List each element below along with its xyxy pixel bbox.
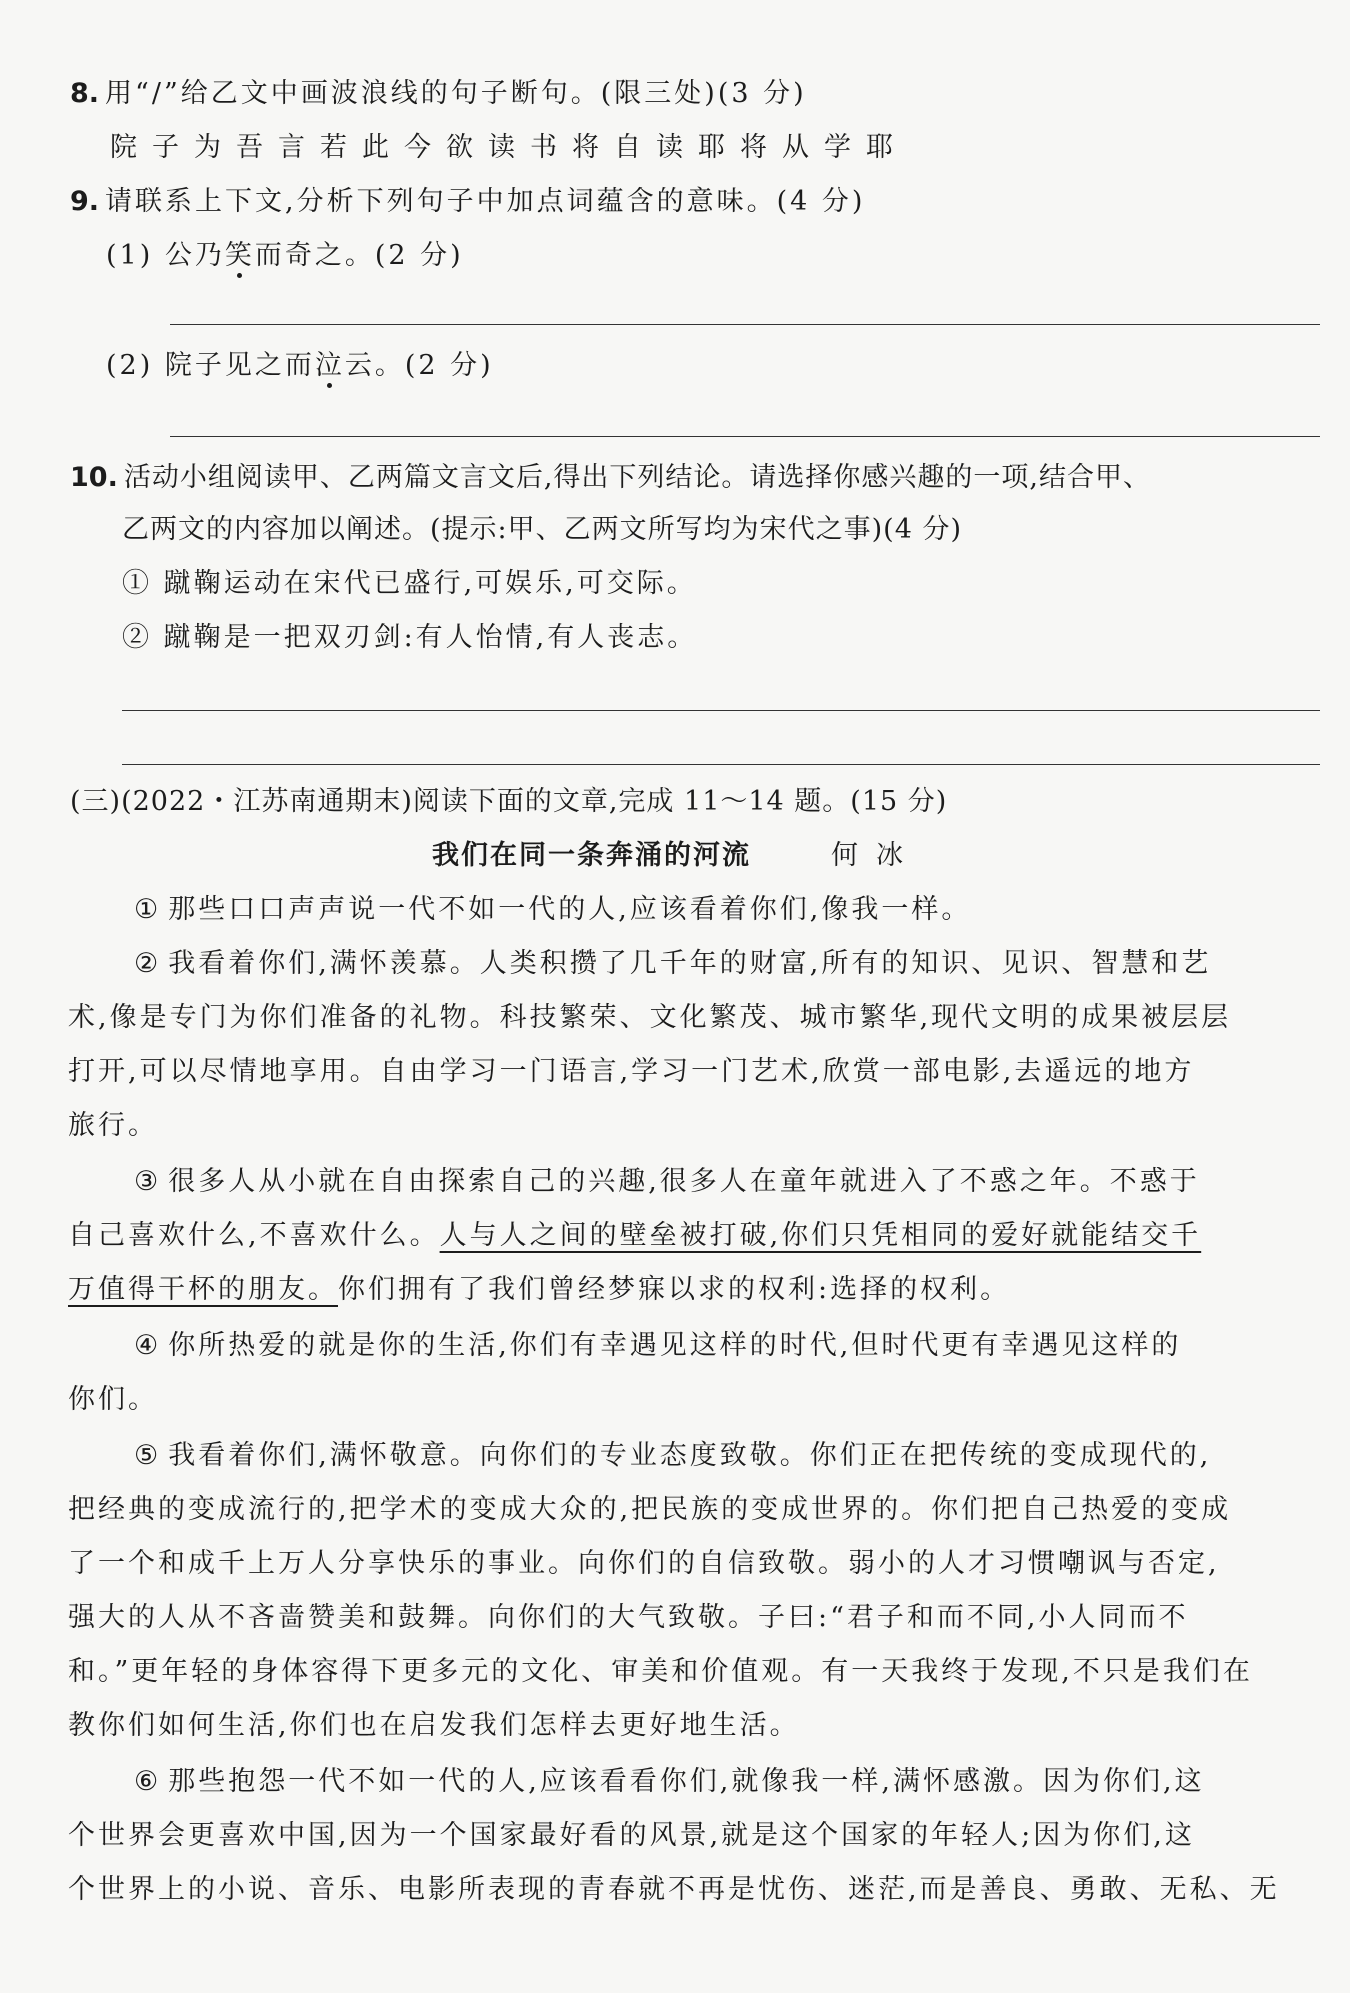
article-title: 我们在同一条奔涌的河流 bbox=[432, 840, 751, 871]
q8-stem: 8. 用“/”给乙文中画波浪线的句子断句。(限三处)(3 分) bbox=[70, 78, 807, 109]
paragraph-marker: ③ bbox=[134, 1166, 159, 1197]
paragraph-5-line: ⑤ 我看着你们,满怀敬意。向你们的专业态度致敬。你们正在把传统的变成现代的, bbox=[134, 1440, 1212, 1471]
underlined-sentence: 人与人之间的壁垒被打破,你们只凭相同的爱好就能结交千 bbox=[439, 1220, 1202, 1251]
paragraph-6-line: ⑥ 那些抱怨一代不如一代的人,应该看看你们,就像我一样,满怀感激。因为你们,这 bbox=[134, 1766, 1205, 1797]
q9-stem: 9. 请联系上下文,分析下列句子中加点词蕴含的意味。(4 分) bbox=[70, 186, 866, 217]
answer-line bbox=[170, 436, 1320, 437]
q10-stem-line2: 乙两文的内容加以阐述。(提示:甲、乙两文所写均为宋代之事)(4 分) bbox=[122, 514, 962, 545]
answer-line bbox=[122, 710, 1320, 711]
paragraph-5-line: 了一个和成千上万人分享快乐的事业。向你们的自信致敬。弱小的人才习惯嘲讽与否定, bbox=[68, 1548, 1220, 1579]
paragraph-marker: ⑤ bbox=[134, 1440, 159, 1471]
paragraph-4-line: ④ 你所热爱的就是你的生活,你们有幸遇见这样的时代,但时代更有幸遇见这样的 bbox=[134, 1330, 1182, 1361]
paragraph-5-line: 强大的人从不吝啬赞美和鼓舞。向你们的大气致敬。子曰:“君子和而不同,小人同而不 bbox=[68, 1602, 1189, 1633]
q10-number: 10. bbox=[70, 462, 118, 493]
paragraph-6-line: 个世界会更喜欢中国,因为一个国家最好看的风景,就是这个国家的年轻人;因为你们,这 bbox=[68, 1820, 1195, 1851]
paragraph-6-line: 个世界上的小说、音乐、电影所表现的青春就不再是忧伤、迷茫,而是善良、勇敢、无私、无 bbox=[68, 1874, 1280, 1905]
paragraph-3-line: 自己喜欢什么,不喜欢什么。人与人之间的壁垒被打破,你们只凭相同的爱好就能结交千 bbox=[68, 1220, 1202, 1251]
paragraph-marker: ⑥ bbox=[134, 1766, 159, 1797]
paragraph-2-line: 旅行。 bbox=[68, 1110, 158, 1141]
q9-number: 9. bbox=[70, 186, 100, 217]
paragraph-marker: ④ bbox=[134, 1330, 159, 1361]
paragraph-5-line: 教你们如何生活,你们也在启发我们怎样去更好地生活。 bbox=[68, 1710, 800, 1741]
underlined-sentence: 万值得干杯的朋友。 bbox=[68, 1274, 338, 1305]
section-header: (三)(2022・江苏南通期末)阅读下面的文章,完成 11～14 题。(15 分) bbox=[70, 786, 948, 817]
answer-line bbox=[122, 764, 1320, 765]
answer-line bbox=[170, 324, 1320, 325]
q10-option-1: ① 蹴鞠运动在宋代已盛行,可娱乐,可交际。 bbox=[122, 568, 697, 599]
dotted-word: 笑 bbox=[224, 240, 255, 271]
dotted-word: 泣 bbox=[314, 350, 345, 381]
q8-sentence: 院子为吾言若此今欲读书将自读耶将从学耶 bbox=[110, 132, 908, 163]
paragraph-5-line: 和。”更年轻的身体容得下更多元的文化、审美和价值观。有一天我终于发现,不只是我们在 bbox=[68, 1656, 1253, 1687]
paragraph-2-line: ② 我看着你们,满怀羡慕。人类积攒了几千年的财富,所有的知识、见识、智慧和艺 bbox=[134, 948, 1212, 979]
paragraph-2-line: 术,像是专门为你们准备的礼物。科技繁荣、文化繁茂、城市繁华,现代文明的成果被层层 bbox=[68, 1002, 1232, 1033]
article-author: 何冰 bbox=[831, 840, 921, 871]
article-title-line bbox=[432, 836, 921, 876]
paragraph-3-line: ③ 很多人从小就在自由探索自己的兴趣,很多人在童年就进入了不惑之年。不惑于 bbox=[134, 1166, 1200, 1197]
paragraph-4-line: 你们。 bbox=[68, 1384, 158, 1415]
q9-part1: (1) 公乃笑而奇之。(2 分) bbox=[106, 240, 464, 271]
q10-option-2: ② 蹴鞠是一把双刃剑:有人怡情,有人丧志。 bbox=[122, 622, 698, 653]
q8-number: 8. bbox=[70, 78, 100, 109]
paragraph-5-line: 把经典的变成流行的,把学术的变成大众的,把民族的变成世界的。你们把自己热爱的变成 bbox=[68, 1494, 1232, 1525]
q9-part2: (2) 院子见之而泣云。(2 分) bbox=[106, 350, 494, 381]
paragraph-marker: ② bbox=[134, 948, 159, 979]
paragraph-marker: ① bbox=[134, 894, 159, 925]
paragraph-1: ① 那些口口声声说一代不如一代的人,应该看着你们,像我一样。 bbox=[134, 894, 972, 925]
q10-stem-line1: 10. 活动小组阅读甲、乙两篇文言文后,得出下列结论。请选择你感兴趣的一项,结合甲、 bbox=[70, 462, 1152, 493]
paragraph-3-line: 万值得干杯的朋友。你们拥有了我们曾经梦寐以求的权利:选择的权利。 bbox=[68, 1274, 1011, 1305]
paragraph-2-line: 打开,可以尽情地享用。自由学习一门语言,学习一门艺术,欣赏一部电影,去遥远的地方 bbox=[68, 1056, 1195, 1087]
